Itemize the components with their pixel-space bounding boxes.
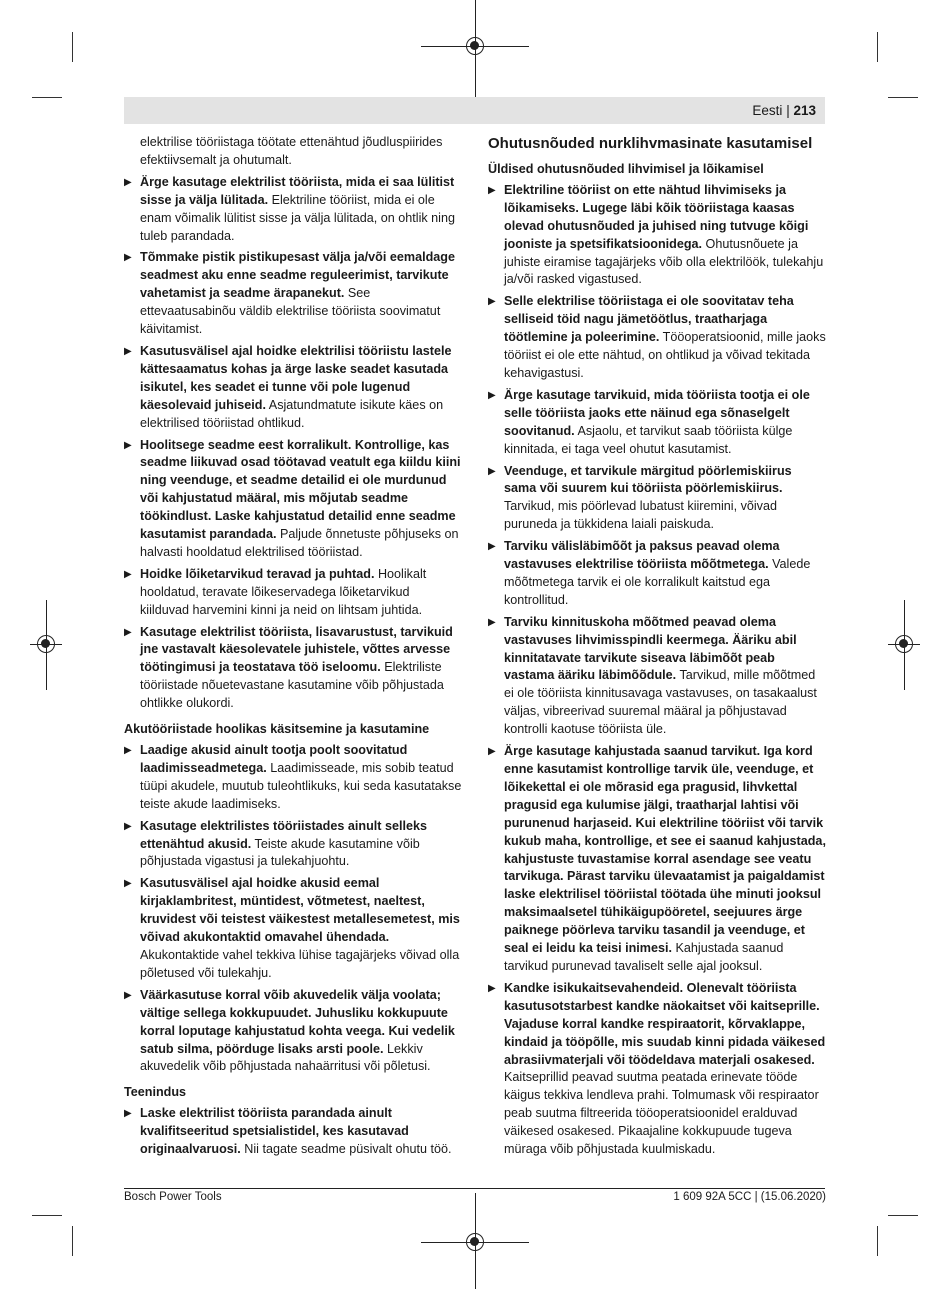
intro-continuation: elektrilise tööriistaga töötate ettenähtud jõudluspiirides efektiivsemalt ja ohutumalt.: [140, 135, 443, 167]
item-bold-text: Veenduge, et tarvikule märgitud pöörlemiskiirus sama või suurem kui tööriista pöörlemiskiirus.: [504, 463, 792, 496]
right-item-list: [488, 182, 826, 1159]
item-body-text: Elektriliste tööriistade nõuetevastane kasutamine võib põhjustada ohtlikke olukordi.: [140, 660, 444, 711]
item-bold-text: Ärge kasutage tarvikuid, mida tööriista tootja ei ole selle tööriista jaoks ette näinud ega sõnaselgelt soovitanud.: [504, 387, 810, 438]
subhead-battery: Akutööriistade hoolikas käsitsemine ja kasutamine: [124, 722, 430, 737]
list-item: [124, 174, 462, 246]
item-body-text: Asjatundmatute isikute käes on elektrilised tööriistad ohtlikud.: [140, 397, 444, 430]
item-bold-text: Laadige akusid ainult tootja poolt soovitatud laadimisseadmetega.: [140, 743, 408, 775]
list-item: [488, 980, 826, 1159]
bullet-arrow-icon: ▶: [124, 568, 132, 580]
bullet-arrow-icon: ▶: [124, 820, 132, 832]
footer-brand: Bosch Power Tools: [124, 1191, 222, 1203]
bullet-arrow-icon: ▶: [488, 389, 496, 401]
bullet-arrow-icon: ▶: [124, 626, 132, 638]
bullet-arrow-icon: ▶: [124, 439, 132, 451]
right-column: [488, 134, 826, 1163]
header-language: Eesti: [752, 103, 783, 118]
bullet-arrow-icon: ▶: [488, 616, 496, 628]
bullet-arrow-icon: ▶: [124, 989, 132, 1001]
list-item: [124, 987, 462, 1077]
crop-mark: [877, 32, 878, 62]
item-body-text: Teiste akude kasutamine võib põhjustada vigastusi ja tulekahjuohtu.: [140, 836, 420, 869]
item-body-text: Tarvikud, mis pöörlevad lubatust kiiremini, võivad puruneda ja tükkidena laiali paiskuda.: [504, 499, 777, 532]
item-bold-text: Hoolitsege seadme eest korralikult. Kontrollige, kas seadme liikuvad osad töötavad veatult ega kiildu kiini ning veenduge, et seadme detailid ei ole murdunud või kahjustatud määral, mis mõjutab seadme töökindlust. Laske kahjustatud detailid enne seadme kasutamist parandada.: [140, 437, 461, 542]
crop-mark: [32, 97, 62, 98]
list-item: [124, 742, 462, 814]
list-item: [124, 437, 462, 562]
left-item-list-a: [124, 174, 462, 713]
bullet-arrow-icon: ▶: [488, 541, 496, 553]
item-body-text: Asjaolu, et tarvikut saab tööriista külge kinnitada, ei taga veel ohutut kasutamist.: [504, 423, 793, 456]
item-body-text: Tarvikud, mille mõõtmed ei ole tööriista kinnitusavaga vastavuses, on tasakaalust väljas, vibreerivad suuremal määral ja põhjustavad kontrolli kaotuse tööriista üle.: [504, 668, 817, 737]
item-body-text: Ohutusnõuete ja juhiste eiramise tagajärjeks võib olla elektrilöök, tulekahju ja/või rasked vigastused.: [504, 236, 824, 287]
list-item: [124, 624, 462, 714]
bullet-arrow-icon: ▶: [124, 878, 132, 890]
page-header: [752, 103, 816, 118]
item-bold-text: Hoidke lõiketarvikud teravad ja puhtad.: [140, 566, 375, 581]
left-column: [124, 134, 462, 1163]
registration-line-left-v: [46, 600, 47, 690]
item-body-text: Hoolikalt hooldatud, teravate lõikeservadega lõiketarvikud kiilduvad harvemini kinni ja neid on lihtsam juhtida.: [140, 566, 427, 617]
item-bold-text: Kasutusvälisel ajal hoidke elektrilisi tööriistu lastele kättesaamatus kohas ja ärge laske seadet kasutada isikutel, kes seadet ei tunne või pole lugenud käesolevaid juhiseid.: [140, 343, 452, 412]
item-bold-text: Kasutage elektrilist tööriista, lisavarustust, tarvikuid jne vastavalt käesolevatele juhistele, võttes arvesse töötingimusi ja teostatava töö iseloomu.: [140, 624, 453, 675]
crop-mark: [72, 1226, 73, 1256]
registration-line-top-v: [475, 0, 476, 97]
section-title: Ohutusnõuded nurklihvmasinate kasutamisel: [488, 135, 813, 152]
bullet-arrow-icon: ▶: [124, 1108, 132, 1120]
bullet-arrow-icon: ▶: [488, 296, 496, 308]
header-separator: |: [786, 103, 790, 118]
item-bold-text: Kandke isikukaitsevahendeid. Olenevalt tööriista kasutusotstarbest kandke näokaitset või kaitseprille. Vajaduse korral kandke respiraatorit, kõrvaklappe, kindaid ja tööpõlle, mis suudab kinni pidada väikesed abrasiivmaterjali või töödeldava materjali osakesed.: [504, 980, 826, 1067]
item-body-text: Kaitseprillid peavad suutma peatada erinevate tööde käigus tekkiva lendleva prahi. Tolmumask või respiraator peab suutma filtreerida tööoperatsioonidel eralduvad väikesed osakesed. Pikaajaline kokkupuude tugeva müraga võib põhjustada kuulmiskadu.: [504, 1070, 819, 1157]
subhead-service: Teenindus: [124, 1085, 187, 1100]
item-bold-text: Tarviku kinnituskoha mõõtmed peavad olema vastavuses lihvimisspindli keermega. Ääriku abil kinnitatavate tarvikute siseava läbimõõt peab vastama ääriku läbimõõdule.: [504, 614, 797, 683]
footer-rule: [124, 1188, 825, 1189]
list-item: [124, 818, 462, 872]
item-body-text: Akukontaktide vahel tekkiva lühise tagajärjeks võivad olla põletused või tulekahju.: [140, 947, 460, 980]
list-item: [124, 249, 462, 339]
item-body-text: Tööoperatsioonid, mille jaoks tööriist ei ole ette nähtud, on ohtlikud ja võivad tekitada kehavigastusi.: [504, 330, 826, 380]
list-item: [488, 387, 826, 459]
item-body-text: Lekkiv akuvedelik võib põhjustada nahaärritusi või põletusi.: [140, 1041, 431, 1074]
item-bold-text: Kasutusvälisel ajal hoidke akusid eemal kirjaklambritest, müntidest, võtmetest, naeltest, kruvidest või teistest väikestest metallesemetest, mis võivad akukontaktid omavahel ühendada.: [140, 876, 460, 945]
item-bold-text: Laske elektrilist tööriista parandada ainult kvalifitseeritud spetsialistidel, kes kasutavad originaalvaruosi.: [140, 1106, 409, 1157]
list-item: [488, 293, 826, 383]
bullet-arrow-icon: ▶: [488, 184, 496, 196]
registration-line-right-v: [904, 600, 905, 690]
page-number: 213: [793, 103, 816, 118]
footer-doc-id: 1 609 92A 5CC | (15.06.2020): [673, 1191, 826, 1203]
list-item: [124, 343, 462, 433]
item-bold-text: Elektriline tööriist on ette nähtud lihvimiseks ja lõikamiseks. Lugege läbi kõik tööriistaga kaasas olevad ohutusnõuded ja juhised ning tutvuge kõigi jooniste ja spetsifikatsioonidega.: [504, 182, 809, 251]
left-item-list-b: [124, 742, 462, 1076]
list-item: [488, 538, 826, 610]
item-bold-text: Kasutage elektrilistes tööriistades ainult selleks ettenähtud akusid.: [140, 818, 427, 851]
item-body-text: Kahjustada saanud tarvikud purunevad tavaliselt selle ajal jooksul.: [504, 941, 784, 973]
left-item-list-c: [124, 1105, 462, 1159]
list-item: [488, 614, 826, 739]
list-item: [488, 182, 826, 289]
list-item: [124, 1105, 462, 1159]
list-item: [488, 743, 826, 976]
item-bold-text: Tarviku välisläbimõõt ja paksus peavad olema vastavuses elektrilise tööriista mõõtmetega.: [504, 539, 780, 572]
item-body-text: Valede mõõtmetega tarvik ei ole korralikult kaitstud ega kontrollitud.: [504, 557, 811, 607]
item-bold-text: Ärge kasutage elektrilist tööriista, mida ei saa lülitist sisse ja välja lülitada.: [140, 174, 455, 207]
item-body-text: Elektriline tööriist, mida ei ole enam võimalik lülitist sisse ja välja lülitada, on ohtlik ning tuleb parandada.: [140, 192, 455, 243]
item-bold-text: Selle elektrilise tööriistaga ei ole soovitatav teha selliseid töid nagu jämetöötlus, traatharjaga töötlemine ja poleerimine.: [504, 294, 794, 345]
bullet-arrow-icon: ▶: [124, 745, 132, 756]
subhead-general: Üldised ohutusnõuded lihvimisel ja lõikamisel: [488, 162, 764, 176]
crop-mark: [888, 97, 918, 98]
bullet-arrow-icon: ▶: [488, 982, 496, 994]
item-bold-text: Ärge kasutage kahjustada saanud tarvikut. Iga kord enne kasutamist kontrollige tarvik üle, veenduge, et lõikekettal ei ole mõrasid ega pragusid, lihvkettal pragusid ega kulumise jälgi, traatharjal lahtisi või purunenud harjaseid. Kui elektriline tööriist või tarvik kukub maha, kontrollige, et see ei saanud kahjustada, kahjustuste tuvastamise korral asendage see veatu tarvikuga. Pärast tarviku ülevaatamist ja paigaldamist laske elektrilisel tööriistal töötada ühe minuti jooksul maksimaalsetel tühikäigupööretel, seejuures ärge paiknege pöörleva tarviku tasandil ja veenduge, et seal ei leidu ka teisi inimesi.: [504, 744, 826, 956]
bullet-arrow-icon: ▶: [488, 746, 496, 758]
registration-line-bottom-v: [475, 1193, 476, 1289]
bullet-arrow-icon: ▶: [124, 345, 132, 357]
bullet-arrow-icon: ▶: [124, 252, 132, 264]
crop-mark: [72, 32, 73, 62]
item-bold-text: Tõmmake pistik pistikupesast välja ja/või eemaldage seadmest aku enne seadme reguleerimist, tarvikute vahetamist ja seadme ärapanekut.: [140, 250, 455, 301]
item-bold-text: Väärkasutuse korral võib akuvedelik välja voolata; vältige sellega kokkupuudet. Juhusliku kokkupuute korral loputage kahjustatud kohta veega. Kui vedelik satub silma, pöörduge lisaks arsti poole.: [140, 987, 455, 1056]
header-bar: [124, 97, 825, 124]
list-item: [124, 875, 462, 982]
bullet-arrow-icon: ▶: [124, 176, 132, 188]
item-body-text: Laadimisseade, mis sobib teatud tüüpi akudele, muutub tuleohtlikuks, kui seda kasutatakse teiste akude laadimiseks.: [140, 760, 462, 811]
list-item: [124, 566, 462, 620]
crop-mark: [877, 1226, 878, 1256]
item-body-text: See ettevaatusabinõu väldib elektrilise tööriista soovimatut käivitamist.: [140, 286, 441, 337]
list-item: [488, 463, 826, 535]
item-body-text: Nii tagate seadme püsivalt ohutu töö.: [240, 1142, 452, 1157]
item-body-text: Paljude õnnetuste põhjuseks on halvasti hooldatud elektrilised tööriistad.: [140, 527, 459, 559]
crop-mark: [32, 1215, 62, 1216]
bullet-arrow-icon: ▶: [488, 465, 496, 477]
crop-mark: [888, 1215, 918, 1216]
